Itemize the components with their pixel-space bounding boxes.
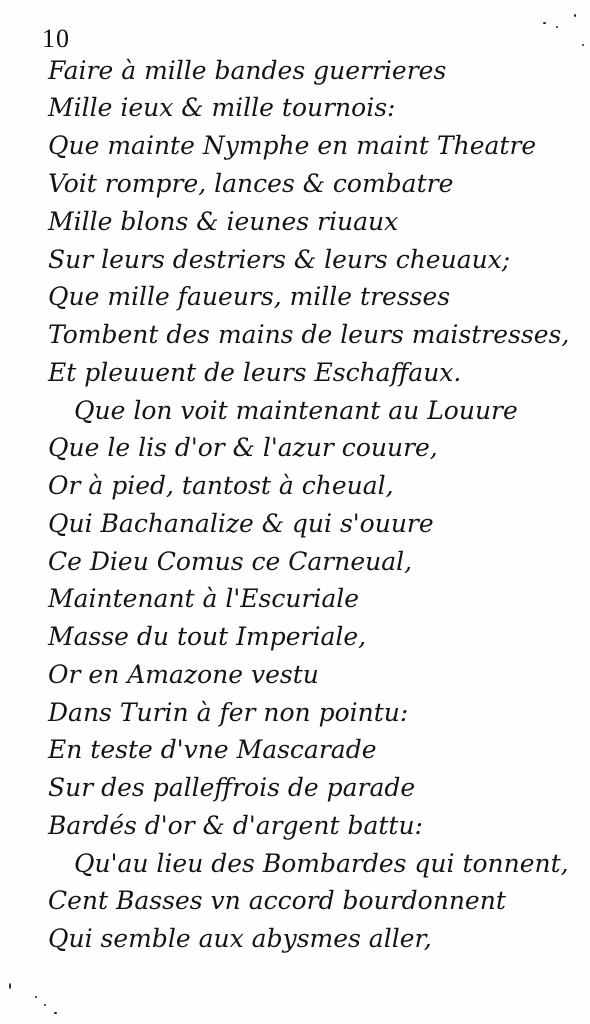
verse-line: Maintenant à l'Escuriale	[48, 584, 360, 613]
verse-line: Que mainte Nymphe en maint Theatre	[48, 131, 537, 160]
verse-line: Que lon voit maintenant au Louure	[74, 396, 518, 425]
verse-line: Et pleuuent de leurs Eschaffaux.	[48, 358, 462, 387]
verse-line: En teste d'vne Mascarade	[48, 735, 377, 764]
verse-line: Mille blons & ieunes riuaux	[48, 207, 399, 236]
verse-line: Dans Turin à fer non pointu:	[48, 698, 409, 727]
verse-line: Or en Amazone vestu	[48, 660, 319, 689]
scan-speck	[582, 44, 584, 46]
verse-line: Sur des palleffrois de parade	[48, 773, 416, 802]
scan-speck	[574, 14, 576, 17]
scan-speck	[44, 1004, 46, 1006]
verse-line: Que mille faueurs, mille tresses	[48, 282, 451, 311]
scan-speck	[35, 996, 37, 998]
scan-speck	[543, 22, 546, 24]
verse-line: Tombent des mains de leurs maistresses,	[48, 320, 570, 349]
scan-speck	[9, 983, 11, 989]
page-number: 10	[42, 24, 70, 53]
verse-line: Mille ieux & mille tournois:	[48, 93, 396, 122]
verse-line: Qu'au lieu des Bombardes qui tonnent,	[74, 849, 569, 878]
verse-line: Ce Dieu Comus ce Carneual,	[48, 547, 413, 576]
scan-speck	[54, 1012, 57, 1014]
verse-line: Qui Bachanalize & qui s'ouure	[48, 509, 434, 538]
verse-line: Voit rompre, lances & combatre	[48, 169, 454, 198]
verse-line: Faire à mille bandes guerrieres	[48, 56, 447, 85]
verse-line: Qui semble aux abysmes aller,	[48, 924, 432, 953]
scan-speck	[556, 26, 558, 28]
verse-line: Que le lis d'or & l'azur couure,	[48, 433, 438, 462]
verse-line: Or à pied, tantost à cheual,	[48, 471, 394, 500]
verse-line: Masse du tout Imperiale,	[48, 622, 367, 651]
verse-line: Bardés d'or & d'argent battu:	[48, 811, 423, 840]
verse-line: Sur leurs destriers & leurs cheuaux;	[48, 245, 511, 274]
verse-line: Cent Basses vn accord bourdonnent	[48, 886, 506, 915]
